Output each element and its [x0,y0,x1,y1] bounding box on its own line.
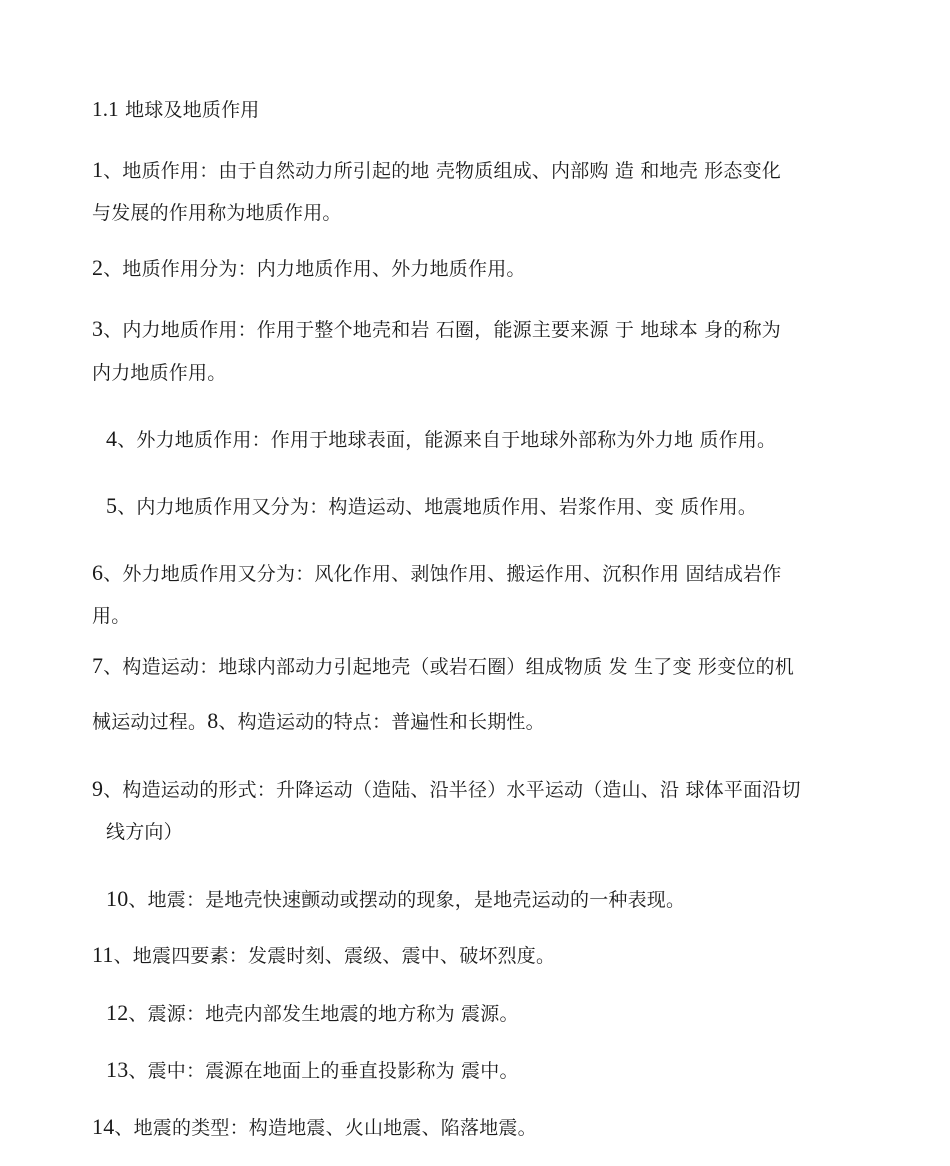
paragraph-line [92,943,555,968]
paragraph-line [106,820,183,844]
paragraph-line [92,361,226,385]
item-number: 7 [92,653,104,678]
paragraph-line [92,709,545,734]
item-number: 6 [92,560,104,585]
paragraph-line [92,777,801,802]
item-text: 、震源：地壳内部发生地震的地方称为 震源。 [128,1003,519,1025]
item-text: 、外力地质作用：作用于地球表面，能源来自于地球外部称为外力地 质作用。 [117,429,777,451]
item-number: 14 [92,1114,115,1139]
item-text: 与发展的作用称为地质作用。 [92,202,342,224]
paragraph-line [92,201,342,225]
item-text: 、构造运动的特点：普遍性和长期性。 [218,711,545,733]
item-number: 3 [92,316,104,341]
item-number: 8 [207,708,219,733]
paragraph-line [92,317,781,342]
item-text: 线方向） [106,821,183,843]
item-number: 2 [92,255,104,280]
heading-number: 1.1 [92,97,119,121]
paragraph-line [92,158,781,183]
paragraph-line [106,1001,519,1026]
item-text: 、构造运动：地球内部动力引起地壳（或岩石圈）组成物质 发 生了变 形变位的机 [103,656,794,678]
paragraph-line [106,494,757,519]
paragraph-line [92,604,130,628]
item-text: 、地震：是地壳快速颤动或摆动的现象，是地壳运动的一种表现。 [128,889,686,911]
item-number: 12 [106,1000,129,1025]
item-text: 、地质作用分为：内力地质作用、外力地质作用。 [103,258,526,280]
item-text: 、地震四要素：发震时刻、震级、震中、破坏烈度。 [113,945,556,967]
paragraph-line [106,427,776,452]
item-text: 、外力地质作用又分为：风化作用、剥蚀作用、搬运作用、沉积作用 固结成岩作 [103,563,782,585]
heading-text: 地球及地质作用 [125,99,260,121]
item-text: 、地质作用：由于自然动力所引起的地 壳物质组成、内部购 造 和地壳 形态变化 [103,160,781,182]
item-text: 、地震的类型：构造地震、火山地震、陷落地震。 [114,1117,537,1139]
item-number: 4 [106,426,118,451]
paragraph-line [106,1058,519,1083]
item-number: 11 [92,942,114,967]
item-number: 5 [106,493,118,518]
paragraph-line [92,256,526,281]
paragraph-line [92,1115,537,1140]
paragraph-line [106,887,685,912]
item-text: 、内力地质作用：作用于整个地壳和岩 石圈，能源主要来源 于 地球本 身的称为 [103,319,781,341]
paragraph-line [92,561,781,586]
item-text: 械运动过程。 [92,711,208,733]
item-text: 、内力地质作用又分为：构造运动、地震地质作用、岩浆作用、变 质作用。 [117,496,758,518]
item-text: 用。 [92,605,131,627]
paragraph-line [92,654,794,679]
section-heading [92,97,260,122]
item-number: 13 [106,1057,129,1082]
item-number: 10 [106,886,129,911]
item-text: 、震中：震源在地面上的垂直投影称为 震中。 [128,1060,519,1082]
item-number: 9 [92,776,104,801]
item-number: 1 [92,157,104,182]
item-text: 、构造运动的形式：升降运动（造陆、沿半径）水平运动（造山、沿 球体平面沿切 [103,779,801,801]
item-text: 内力地质作用。 [92,362,227,384]
